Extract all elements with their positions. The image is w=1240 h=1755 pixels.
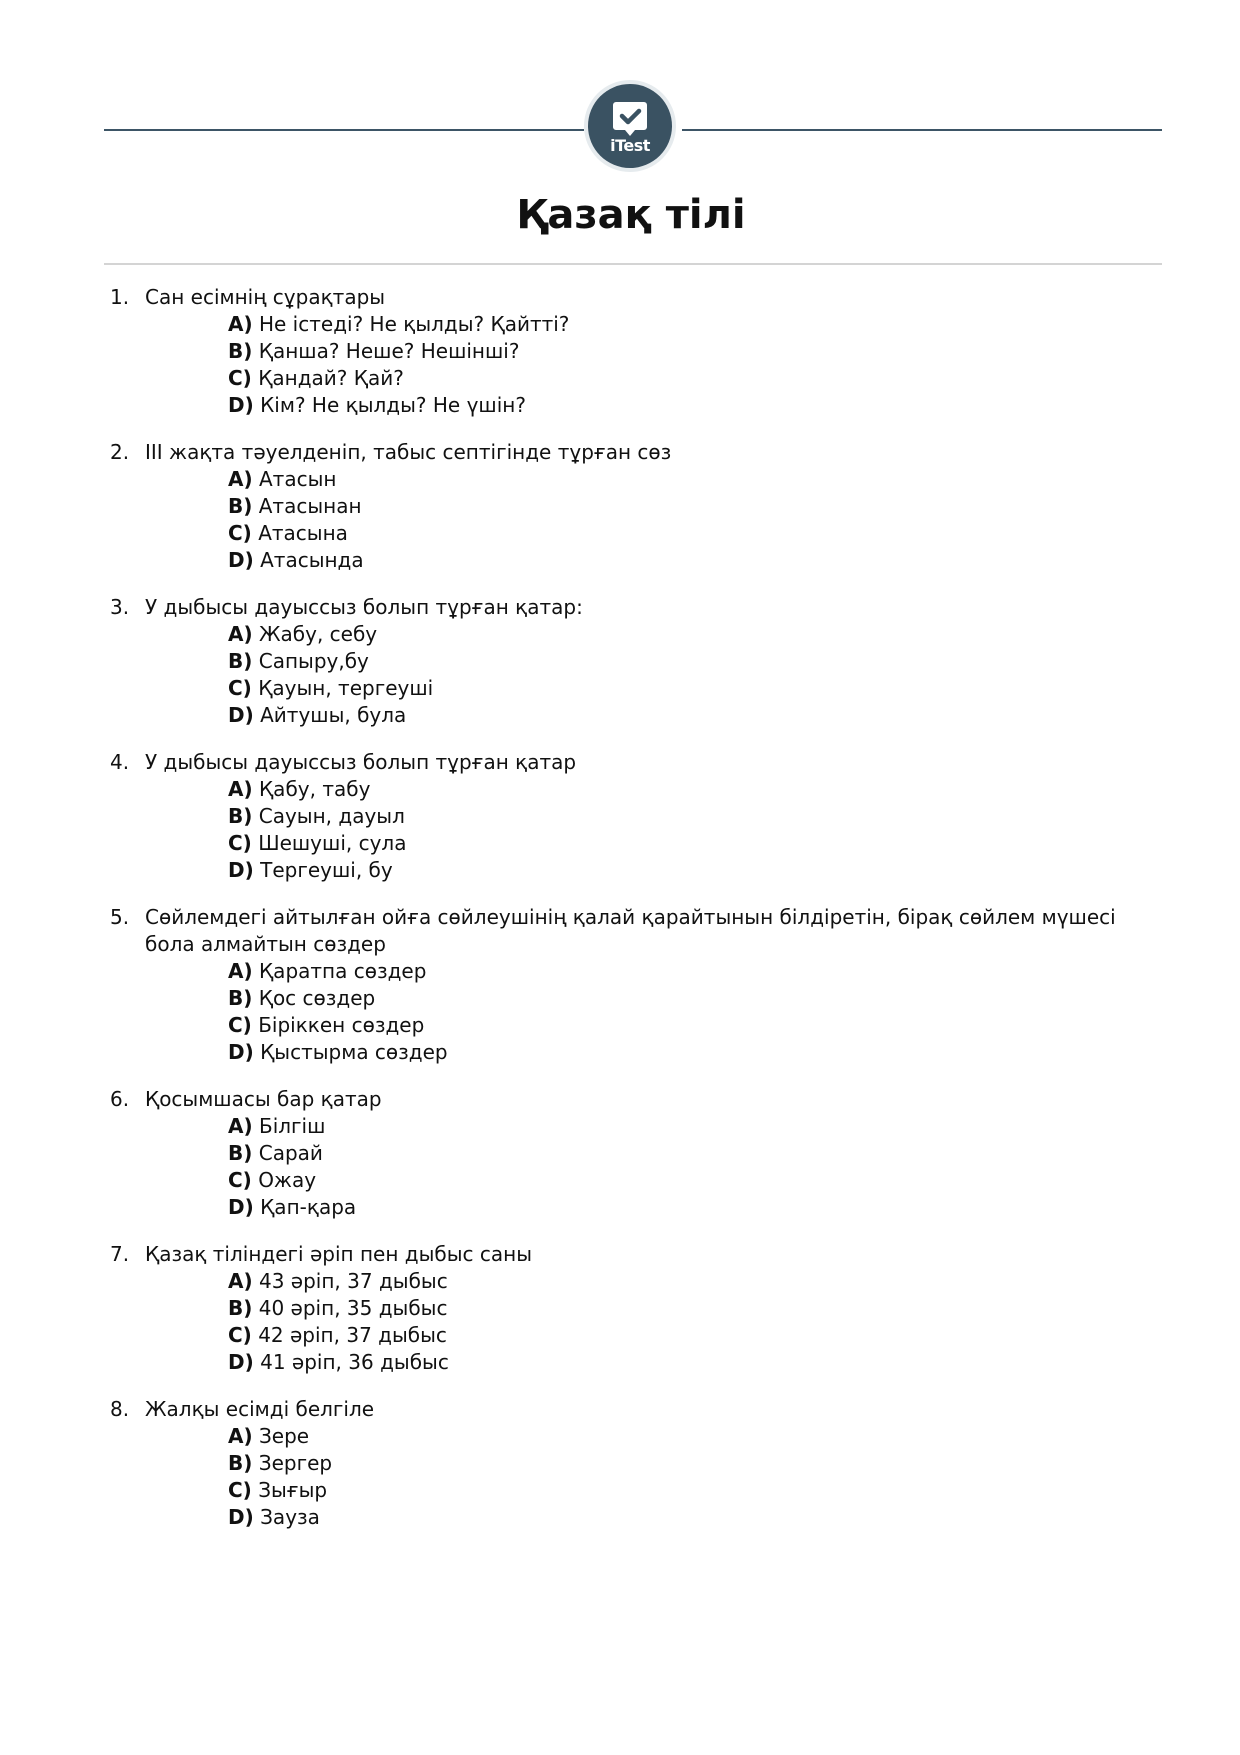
question-item (0, 1241, 1240, 1376)
option-letter: C) (228, 676, 252, 700)
question-text: Жалқы есімді белгіле (145, 1397, 375, 1421)
question-text: Қосымшасы бар қатар (145, 1087, 382, 1111)
question-item (0, 749, 1240, 884)
question-item (0, 1396, 1240, 1531)
option-letter: C) (228, 831, 252, 855)
answer-option (228, 493, 1240, 520)
page-title: Қазақ тілі (516, 192, 746, 238)
answer-option (228, 1423, 1240, 1450)
option-letter: A) (228, 1269, 253, 1293)
question-text: Сан есімнің сұрақтары (145, 285, 386, 309)
answer-option (228, 1477, 1240, 1504)
answer-options (228, 311, 1240, 419)
option-text: Зере (258, 1424, 310, 1448)
option-letter: B) (228, 804, 253, 828)
option-letter: D) (228, 1505, 254, 1529)
option-letter: B) (228, 339, 253, 363)
option-text: Сапыру,бу (258, 649, 369, 673)
answer-option (228, 1349, 1240, 1376)
answer-option (228, 621, 1240, 648)
option-letter: A) (228, 777, 253, 801)
option-text: Атасына (258, 521, 348, 545)
option-letter: A) (228, 312, 253, 336)
option-text: Қабу, табу (258, 777, 371, 801)
answer-option (228, 857, 1240, 884)
option-text: 41 әріп, 36 дыбыс (260, 1350, 449, 1374)
option-text: Қандай? Қай? (258, 366, 404, 390)
answer-options (228, 776, 1240, 884)
option-text: Шешуші, сула (258, 831, 407, 855)
answer-options (228, 1113, 1240, 1221)
question-number: 4. (110, 750, 130, 774)
option-text: Сарай (258, 1141, 323, 1165)
option-text: Қыстырма сөздер (260, 1040, 448, 1064)
option-letter: D) (228, 1040, 254, 1064)
option-letter: A) (228, 622, 253, 646)
question-number: 3. (110, 595, 130, 619)
answer-option (228, 1194, 1240, 1221)
answer-option (228, 1322, 1240, 1349)
option-text: Қап-қара (260, 1195, 357, 1219)
option-text: Атасын (258, 467, 337, 491)
question-item (0, 594, 1240, 729)
option-text: Айтушы, була (260, 703, 407, 727)
question-number: 1. (110, 285, 130, 309)
option-letter: A) (228, 959, 253, 983)
option-letter: D) (228, 1195, 254, 1219)
option-text: Зауза (260, 1505, 320, 1529)
answer-option (228, 1140, 1240, 1167)
option-letter: C) (228, 366, 252, 390)
answer-option (228, 776, 1240, 803)
question-number: 2. (110, 440, 130, 464)
option-text: Қауын, тергеуші (258, 676, 434, 700)
question-item (0, 1086, 1240, 1221)
answer-option (228, 466, 1240, 493)
option-letter: C) (228, 1323, 252, 1347)
question-number: 5. (110, 905, 130, 929)
question-text: У дыбысы дауыссыз болып тұрған қатар: (145, 595, 583, 619)
option-letter: C) (228, 1168, 252, 1192)
header-divider-right (682, 129, 1162, 131)
answer-option (228, 1504, 1240, 1531)
option-letter: D) (228, 548, 254, 572)
question-number: 7. (110, 1242, 130, 1266)
option-letter: B) (228, 649, 253, 673)
answer-option (228, 547, 1240, 574)
question-text: У дыбысы дауыссыз болып тұрған қатар (145, 750, 577, 774)
option-letter: C) (228, 521, 252, 545)
answer-option (228, 675, 1240, 702)
itest-logo (588, 84, 672, 168)
question-number: 6. (110, 1087, 130, 1111)
answer-options (228, 621, 1240, 729)
option-text: Не істеді? Не қылды? Қайтті? (258, 312, 570, 336)
option-text: Тергеуші, бу (260, 858, 393, 882)
question-item (0, 904, 1240, 1066)
answer-option (228, 392, 1240, 419)
answer-option (228, 365, 1240, 392)
answer-options (228, 958, 1240, 1066)
option-letter: D) (228, 393, 254, 417)
answer-option (228, 830, 1240, 857)
option-letter: B) (228, 494, 253, 518)
question-item (0, 284, 1240, 419)
option-letter: C) (228, 1478, 252, 1502)
option-text: Білгіш (258, 1114, 326, 1138)
option-text: Зығыр (258, 1478, 328, 1502)
answer-option (228, 1268, 1240, 1295)
option-letter: B) (228, 986, 253, 1010)
answer-option (228, 1012, 1240, 1039)
question-text: Сөйлемдегі айтылған ойға сөйлеушінің қалай қарайтынын білдіретін, бірақ сөйлем мүшесі бола алмайтын сөздер (145, 905, 1116, 956)
answer-option (228, 1039, 1240, 1066)
option-text: 42 әріп, 37 дыбыс (258, 1323, 447, 1347)
answer-option (228, 311, 1240, 338)
option-text: Қаратпа сөздер (258, 959, 427, 983)
title-divider (104, 263, 1162, 265)
answer-option (228, 1295, 1240, 1322)
answer-option (228, 520, 1240, 547)
answer-option (228, 1167, 1240, 1194)
question-text: ІІІ жақта тәуелденіп, табыс септігінде тұрған сөз (145, 440, 672, 464)
header-divider-left (104, 129, 584, 131)
checkmark-badge-icon (588, 84, 672, 168)
answer-option (228, 803, 1240, 830)
answer-options (228, 1423, 1240, 1531)
option-letter: A) (228, 1424, 253, 1448)
question-item (0, 439, 1240, 574)
answer-option (228, 958, 1240, 985)
option-text: Ожау (258, 1168, 317, 1192)
answer-option (228, 1113, 1240, 1140)
option-letter: D) (228, 1350, 254, 1374)
answer-option (228, 338, 1240, 365)
logo-text: iTest (610, 136, 650, 155)
option-text: Кім? Не қылды? Не үшін? (260, 393, 526, 417)
answer-options (228, 1268, 1240, 1376)
option-letter: C) (228, 1013, 252, 1037)
option-text: Қанша? Неше? Нешінші? (258, 339, 520, 363)
answer-options (228, 466, 1240, 574)
option-letter: B) (228, 1451, 253, 1475)
option-letter: B) (228, 1141, 253, 1165)
option-letter: B) (228, 1296, 253, 1320)
answer-option (228, 648, 1240, 675)
answer-option (228, 1450, 1240, 1477)
option-letter: D) (228, 858, 254, 882)
question-number: 8. (110, 1397, 130, 1421)
option-text: 43 әріп, 37 дыбыс (258, 1269, 448, 1293)
option-text: Біріккен сөздер (258, 1013, 425, 1037)
answer-option (228, 702, 1240, 729)
question-text: Қазақ тіліндегі әріп пен дыбыс саны (145, 1242, 532, 1266)
option-letter: A) (228, 1114, 253, 1138)
option-letter: A) (228, 467, 253, 491)
option-text: Қос сөздер (258, 986, 376, 1010)
option-text: Атасынан (258, 494, 362, 518)
option-text: Сауын, дауыл (258, 804, 405, 828)
option-text: 40 әріп, 35 дыбыс (258, 1296, 448, 1320)
option-text: Жабу, себу (258, 622, 378, 646)
answer-option (228, 985, 1240, 1012)
question-list (0, 284, 1240, 1551)
option-text: Атасында (260, 548, 364, 572)
option-letter: D) (228, 703, 254, 727)
option-text: Зергер (258, 1451, 333, 1475)
